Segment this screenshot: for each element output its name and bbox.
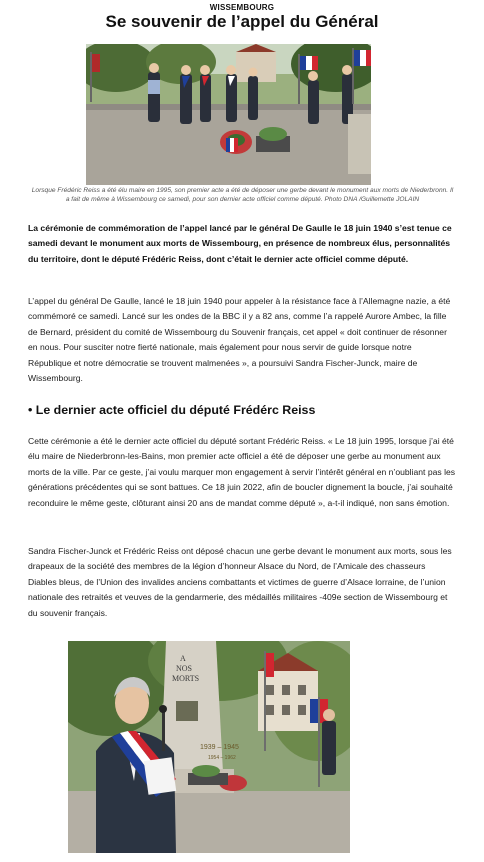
article-paragraph: L’appel du général De Gaulle, lancé le 18 juin 1940 pour appeler à la résistance face à l’Allemagne nazie, a été commémoré ce samedi. Lancé sur les ondes de la BBC il y a 82 ans, comme l’a rappelé Aurore Ambec, la fille de Bernard, président du comité de Wissembourg du Souvenir français, cet appel « doit continuer de résonner en nous. Pour susciter notre fierté nationale, mais également pour nous servir de guide lorsque notre République et notre démocratie se trouvent malmenées », a poursuivi Sandra Fischer-Junck, maire de Wissembourg.: [28, 296, 451, 384]
ceremony-photo-illustration: [86, 44, 371, 185]
monument-inscription-line: NOS: [176, 664, 193, 673]
deputy-speech-illustration: [68, 641, 350, 853]
monument-inscription-line: 1939 – 1945: [200, 744, 239, 751]
article-paragraph: Sandra Fischer-Junck et Frédéric Reiss ont déposé chacun une gerbe devant le monument aux morts, sous les drapeaux de la société des membres de la légion d’honneur Alsace du Nord, de l’Amicale des chasseurs Diables bleus, de l’Union des invalides anciens combattants et victimes de guerre d’Alsace lorraine, de l’union nationale des retraités et veuves de la gendarmerie, des médaillés militaires -409e section de Wissembourg et du souvenir français.: [28, 546, 452, 618]
article-kicker: WISSEMBOURG: [209, 3, 275, 12]
monument-inscription-line: 1954 – 1962: [208, 755, 236, 761]
article-title: Se souvenir de l’appel du Général: [105, 12, 379, 31]
article-subheading: • Le dernier acte officiel du député Frédérc Reiss: [28, 403, 316, 417]
ceremony-photo-caption: Lorsque Frédéric Reiss a été élu maire en 1995, son premier acte a été de déposer une gerbe devant le monument aux morts de Niederbronn. Il a fait de même à Wissembourg ce samedi, pour son dernier acte officiel comme député. Photo DNA /Guillemette JOLAIN: [31, 187, 454, 203]
monument-inscription-line: MORTS: [172, 674, 200, 683]
deputy-speech-photo: [68, 641, 350, 853]
article-paragraph: Cette cérémonie a été le dernier acte officiel du député sortant Frédéric Reiss. « Le 18 juin 1995, lorsque j’ai été élu maire de Niederbronn-les-Bains, mon premier acte officiel a été de déposer une gerbe au monument aux morts de la ville. Par ce geste, j’ai voulu marquer mon engagement à servir l’intérêt général en n’oubliant pas les générations précédentes qui se sont battues. Ce 18 juin 2022, afin de boucler dignement la boucle, j’ai souhaité reconduire le même geste, clôturant ainsi 20 ans de mandat comme député », a-t-il indiqué, non sans émotion.: [28, 436, 456, 508]
article-lead: La cérémonie de commémoration de l’appel lancé par le général De Gaulle le 18 juin 1940 s’est tenue ce samedi devant le monument aux morts de Wissembourg, en présence de nombreux élus, personnalités du territoire, dont le député Frédéric Reiss, dont c’était le dernier acte officiel comme député.: [28, 223, 452, 264]
monument-inscription-line: A: [180, 654, 186, 663]
ceremony-photo: [86, 44, 371, 185]
